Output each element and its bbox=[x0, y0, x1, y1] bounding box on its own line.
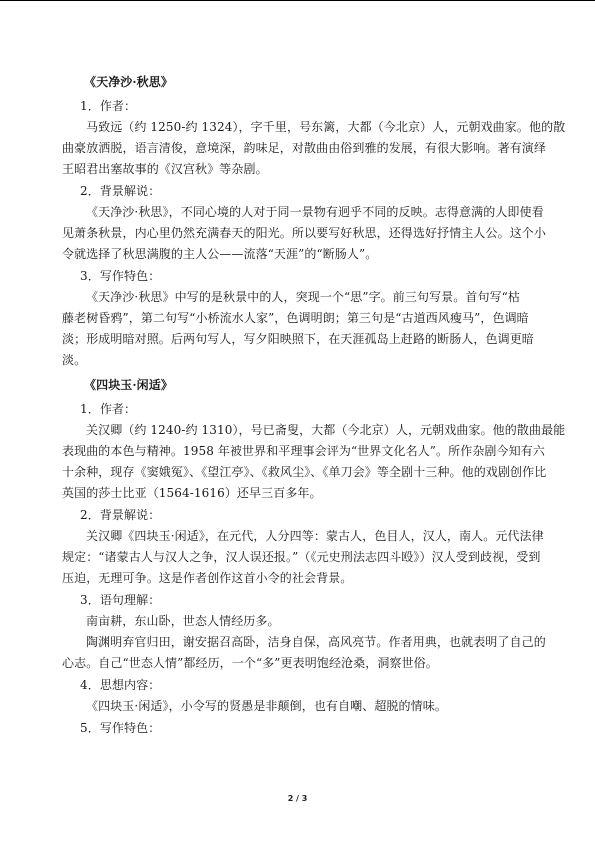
paragraph-line: 淡；形成明暗对照。后两句写人，写夕阳映照下，在天涯孤岛上赶路的断肠人，色调更暗 bbox=[62, 332, 534, 346]
subsection-heading: 4．思想内容： bbox=[80, 678, 161, 692]
subsection-heading: 2．背景解说： bbox=[80, 508, 161, 522]
section-title: 《天净沙·秋思》 bbox=[84, 75, 173, 89]
paragraph-line: 英国的莎士比亚（1564-1616）还早三百多年。 bbox=[62, 486, 322, 500]
paragraph-line: 陶渊明弃官归田，谢安据召高卧，洁身自保，高风亮节。作者用典，也就表明了自己的 bbox=[86, 635, 546, 649]
paragraph-line: 十余种，现存《窦娥冤》、《望江亭》、《救风尘》、《单刀会》等全剧十三种。他的戏剧创作比 bbox=[62, 465, 547, 479]
paragraph-line: 见萧条秋景，内心里仍然充满春天的阳光。所以要写好秋思，还得选好抒情主人公。这个小 bbox=[62, 226, 547, 240]
subsection-heading: 3．写作特色： bbox=[80, 269, 161, 283]
paragraph-line: 南亩耕，东山卧，世态人情经历多。 bbox=[86, 614, 280, 628]
subsection-heading: 3．语句理解： bbox=[80, 593, 161, 607]
paragraph-line: 淡。 bbox=[62, 353, 87, 367]
document-body bbox=[62, 68, 566, 739]
paragraph-line: 曲豪放洒脱，语言清俊，意境深，韵味足，对散曲由俗到雅的发展，有很大影响。著有演绎 bbox=[62, 141, 547, 155]
paragraph-line: 心志。自己“世态人情”都经历，一个“多”更表明饱经沧桑，洞察世俗。 bbox=[62, 656, 438, 670]
paragraph-line: 规定：“诸蒙古人与汉人之争，汉人误还报。”（《元史刑法志四斗殴》）汉人受到歧视，受到 bbox=[62, 550, 541, 564]
paragraph-line: 表现曲的本色与精神。1958 年被世界和平理事会评为“世界文化名人”。所作杂剧今知有六 bbox=[62, 444, 545, 458]
page-number: 2 / 3 bbox=[287, 794, 308, 803]
paragraph-line: 《天净沙·秋思》，不同心境的人对于同一景物有迥乎不同的反映。志得意满的人即使看 bbox=[86, 205, 544, 219]
paragraph-line: 压迫，无理可争。这是作者创作这首小令的社会背景。 bbox=[62, 571, 353, 585]
paragraph-line: 《天净沙·秋思》中写的是秋景中的人，突现一个“思”字。前三句写景。首句写“枯 bbox=[86, 290, 521, 304]
paragraph-line: 《四块玉·闲适》，小令写的贤愚是非颠倒，也有自嘲、超脱的情味。 bbox=[86, 699, 447, 713]
subsection-heading: 1．作者： bbox=[80, 402, 137, 416]
subsection-heading: 2．背景解说： bbox=[80, 184, 161, 198]
paragraph-line: 关汉卿（约 1240-约 1310），号已斋叟，大都（今北京）人，元朝戏曲家。他的散曲最能 bbox=[86, 423, 566, 437]
paragraph-line: 马致远（约 1250-约 1324），字千里，号东篱，大都（今北京）人，元朝戏曲家。他的散 bbox=[86, 120, 566, 134]
paragraph-line: 王昭君出塞故事的《汉宫秋》等杂剧。 bbox=[62, 162, 268, 176]
section-title: 《四块玉·闲适》 bbox=[84, 378, 173, 392]
top-border-line bbox=[0, 0, 595, 1]
paragraph-line: 令就选择了秋思满腹的主人公——流落“天涯”的“断肠人”。 bbox=[62, 247, 378, 261]
subsection-heading: 1．作者： bbox=[80, 99, 137, 113]
subsection-heading: 5．写作特色： bbox=[80, 721, 161, 735]
paragraph-line: 藤老树昏鸦”，第二句写“小桥流水人家”，色调明朗；第三句是“古道西风瘦马”，色调暗 bbox=[62, 311, 529, 325]
paragraph-line: 关汉卿《四块玉·闲适》，在元代，人分四等：蒙古人，色目人，汉人，南人。元代法律 bbox=[86, 529, 544, 543]
